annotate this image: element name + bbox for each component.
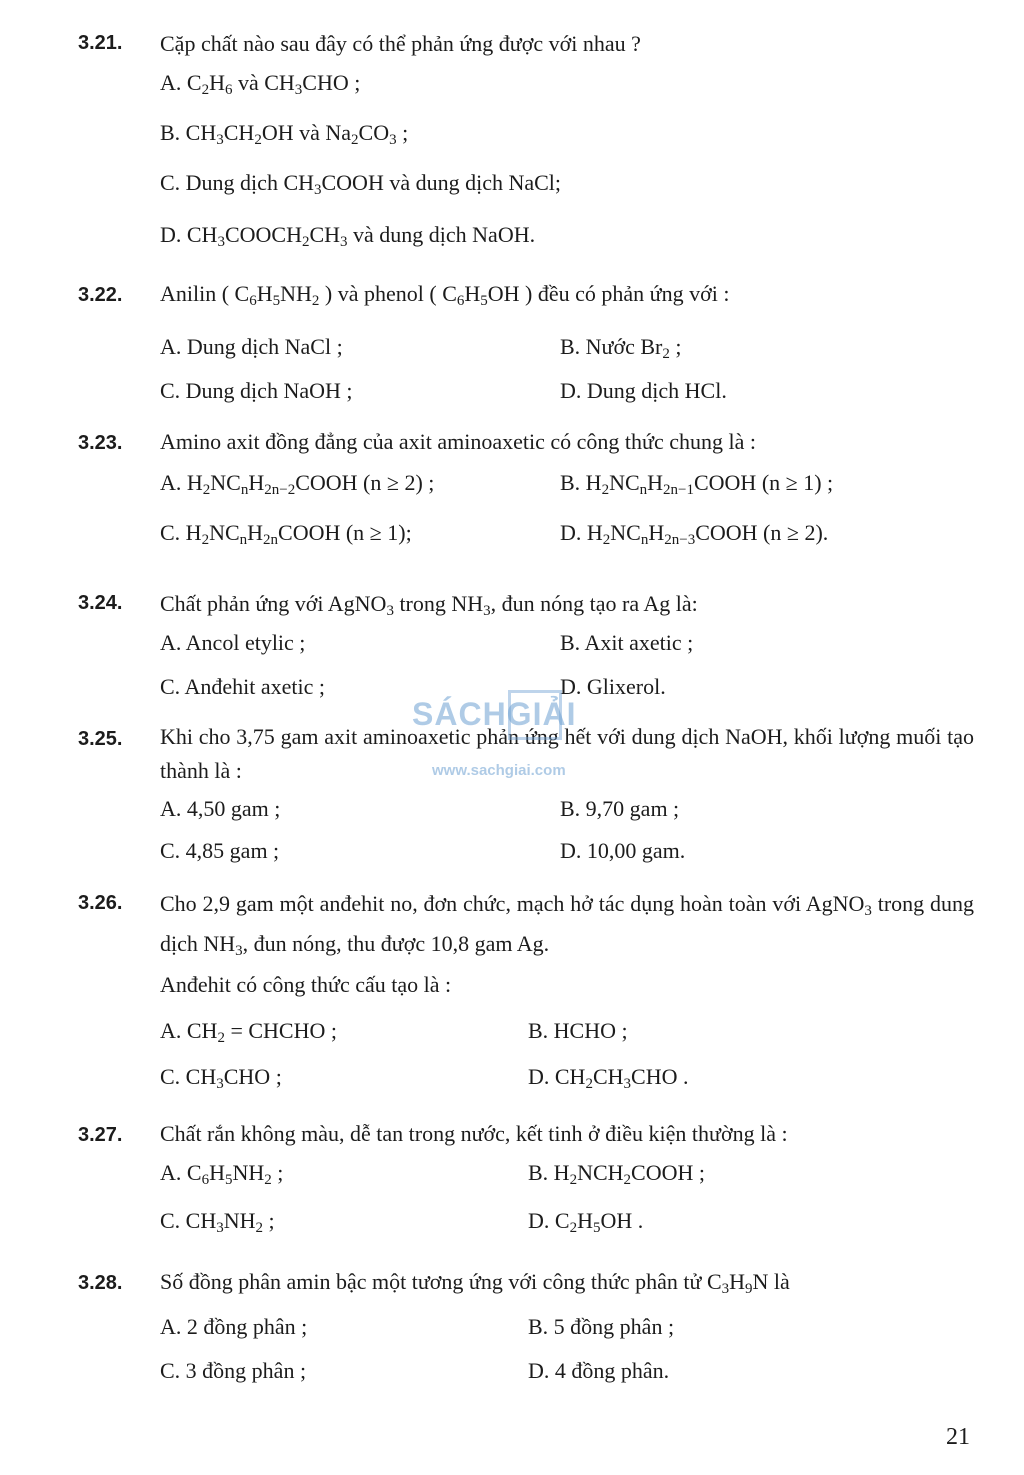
subscript: 2 [201,82,210,98]
question-stem [160,424,974,459]
text-run: C. Dung dịch CH [160,170,314,195]
question-stem [160,26,974,61]
text-run: C. 3 đồng phân ; [160,1358,307,1383]
subscript: 2 [662,346,670,362]
option-d [528,1358,669,1384]
option-d [160,222,535,248]
option-c [160,1208,275,1234]
text-run: A. C [160,1160,202,1185]
subscript: 2 [264,1172,272,1188]
text-run: Chất rắn không màu, dễ tan trong nước, kết tinh ở điều kiện thường là : [160,1121,788,1146]
subscript: 6 [224,82,233,98]
question-number: 3.28. [78,1272,123,1294]
text-run: COOH ; [631,1160,705,1185]
option-a [160,1018,337,1044]
subscript: 2 [217,1030,225,1046]
subscript: 3 [294,82,303,98]
subscript: 9 [745,1281,753,1297]
option-b [560,334,682,360]
text-run: Anđehit có công thức cấu tạo là : [160,972,452,997]
option-b [560,630,693,656]
text-run: COOH (n ≥ 1) ; [693,470,834,495]
text-run: Khi cho 3,75 gam axit aminoaxetic phản ứng hết với dung dịch NaOH, khối lượng muối tạo thành là : [160,724,974,783]
text-run: D. 10,00 gam. [560,838,686,863]
question-number: 3.25. [78,728,123,750]
subscript: 3 [216,1076,224,1092]
text-run: OH . [600,1208,644,1233]
text-run: ; [396,120,409,145]
text-run: H [648,520,665,545]
option-a [160,796,280,822]
option-c [160,838,279,864]
subscript: 3 [340,234,348,250]
text-run: A. 4,50 gam ; [160,796,281,821]
text-run: COOH (n ≥ 1); [278,520,412,545]
subscript: 2 [585,1076,593,1092]
text-run: B. 5 đồng phân ; [528,1314,675,1339]
watermark-url: www.sachgiai.com [432,762,566,779]
text-run: ; [271,1160,284,1185]
option-d [528,1208,643,1234]
option-a [160,1314,307,1340]
text-run: COOH (n ≥ 2) ; [295,470,435,495]
text-run: NH [280,281,312,306]
text-run: CH [592,1064,624,1089]
text-run: A. Ancol etylic ; [160,630,306,655]
text-run: , đun nóng, thu được 10,8 gam Ag. [242,931,550,956]
subscript: 2 [201,532,210,548]
subscript: 3 [483,603,491,619]
text-run: H [209,1160,225,1185]
text-run: D. Dung dịch HCl. [560,378,727,403]
question-stem [160,1116,974,1151]
text-run: và CH [232,70,295,95]
text-run: H [647,470,664,495]
text-run: H [209,70,225,95]
text-run: H [464,281,481,306]
text-run: ; [263,1208,275,1233]
subscript: 3 [864,903,872,919]
text-run: C. H [160,520,202,545]
option-c [160,1358,306,1384]
option-b [160,120,408,146]
subscript: 5 [480,293,488,309]
subscript: 2n−3 [664,532,696,548]
text-run: B. 9,70 gam ; [560,796,680,821]
text-run: A. 2 đồng phân ; [160,1314,308,1339]
text-run: D. 4 đồng phân. [528,1358,670,1383]
option-c [160,520,412,546]
text-run: Cho 2,9 gam một anđehit no, đơn chức, mạch hở tác dụng hoàn toàn với AgNO [160,891,865,916]
option-c [160,378,352,404]
subscript: 2n−2 [264,482,296,498]
subscript: 6 [249,293,257,309]
question-stem [160,276,974,311]
text-run: A. Dung dịch NaCl ; [160,334,343,359]
subscript: 2 [255,1220,264,1236]
text-run: C. 4,85 gam ; [160,838,280,863]
text-run: H [729,1269,746,1294]
text-run: A. C [160,70,202,95]
subscript: 2n [263,532,279,548]
subscript: 3 [235,943,243,959]
subscript: 5 [592,1220,601,1236]
text-run: NC [209,520,240,545]
page-number: 21 [946,1424,970,1450]
subscript: 6 [201,1172,210,1188]
text-run: Anilin ( C [160,281,250,306]
text-run: COOCH [224,222,302,247]
watermark-logo-text: SÁCHGIẢI [412,696,577,732]
subscript: 3 [623,1076,632,1092]
question-number: 3.22. [78,284,123,306]
text-run: Chất phản ứng với AgNO [160,591,387,616]
text-run: D. CH [528,1064,586,1089]
subscript: n [239,532,248,548]
text-run: N là [752,1269,790,1294]
subscript: 6 [456,293,465,309]
subscript: 3 [216,132,224,148]
text-run: B. Nước Br [560,334,663,359]
question-stem [160,884,974,964]
subscript: 3 [721,1281,730,1297]
text-run: H [256,281,273,306]
text-run: = CHCHO ; [224,1018,337,1043]
text-run: CH [223,120,255,145]
option-d [560,838,685,864]
text-run: NC [610,520,641,545]
watermark [412,690,632,780]
text-run: , đun nóng tạo ra Ag là: [490,591,698,616]
subscript: n [639,482,648,498]
text-run: B. H [560,470,602,495]
subscript: 2 [351,132,359,148]
question-number: 3.27. [78,1124,123,1146]
option-a [160,470,434,496]
option-b [528,1018,628,1044]
text-run: B. CH [160,120,217,145]
text-run: NC [609,470,640,495]
text-run: Cặp chất nào sau đây có thể phản ứng được với nhau ? [160,31,641,56]
question-stem [160,586,974,621]
option-a [160,630,305,656]
option-b [528,1160,705,1186]
text-run: CHO ; [223,1064,282,1089]
option-d [560,520,828,546]
text-run: COOH (n ≥ 2). [695,520,829,545]
question-number: 3.26. [78,892,123,914]
question-stem [160,1264,974,1299]
text-run: C. CH [160,1208,217,1233]
text-run: Số đồng phân amin bậc một tương ứng với công thức phân tử C [160,1269,722,1294]
option-b [528,1314,674,1340]
text-run: NC [210,470,241,495]
text-run: ; [669,334,682,359]
option-c [160,1064,282,1090]
text-run: D. Glixerol. [560,674,666,699]
question-number: 3.21. [78,32,123,54]
subscript: 3 [314,182,322,198]
option-c [160,674,325,700]
option-d [528,1064,688,1090]
text-run: trong dung dịch NH [160,891,974,956]
text-run: B. Axit axetic ; [560,630,694,655]
text-run: C. CH [160,1064,217,1089]
text-run: H [577,1208,593,1233]
subscript: 2 [301,234,310,250]
text-run: CHO ; [302,70,361,95]
subscript: 2 [202,482,211,498]
subscript: 2 [254,132,262,148]
subscript: n [640,532,649,548]
text-run: NH [223,1208,256,1233]
subscript: 2 [311,293,320,309]
subscript: 2 [569,1220,578,1236]
text-run: C. Dung dịch NaOH ; [160,378,353,403]
subscript: 3 [389,132,397,148]
text-run: CO [358,120,390,145]
subscript: 2 [601,482,610,498]
text-run: D. H [560,520,603,545]
text-run: Amino axit đồng đẳng của axit aminoaxetic có công thức chung là : [160,429,756,454]
question-stem-continuation [160,972,451,998]
text-run: C. Anđehit axetic ; [160,674,325,699]
option-d [560,378,727,404]
option-a [160,1160,283,1186]
text-run: NCH [577,1160,624,1185]
text-run: B. H [528,1160,570,1185]
option-b [560,796,679,822]
text-run: COOH và dung dịch NaCl; [321,170,562,195]
text-run: OH ) đều có phản ứng với : [487,281,730,306]
text-run: CH [309,222,341,247]
subscript: 3 [386,603,394,619]
question-number: 3.23. [78,432,123,454]
subscript: 5 [272,293,281,309]
subscript: 3 [217,234,225,250]
subscript: 5 [224,1172,233,1188]
text-run: D. C [528,1208,570,1233]
text-run: A. CH [160,1018,218,1043]
subscript: 3 [216,1220,224,1236]
subscript: 2 [623,1172,632,1188]
text-run: ) và phenol ( C [319,281,457,306]
subscript: 2 [602,532,611,548]
subscript: 2 [569,1172,578,1188]
text-run: NH [232,1160,265,1185]
text-run: A. H [160,470,203,495]
text-run: H [248,470,265,495]
subscript: 2n−1 [663,482,694,498]
text-run: H [247,520,264,545]
option-b [560,470,833,496]
option-a [160,334,343,360]
option-c [160,170,561,196]
question-number: 3.24. [78,592,123,614]
text-run: và dung dịch NaOH. [347,222,536,247]
text-run: trong NH [393,591,484,616]
subscript: n [240,482,249,498]
text-run: B. HCHO ; [528,1018,628,1043]
option-a [160,70,360,96]
text-run: OH và Na [261,120,352,145]
text-run: D. CH [160,222,218,247]
text-run: CHO . [631,1064,689,1089]
